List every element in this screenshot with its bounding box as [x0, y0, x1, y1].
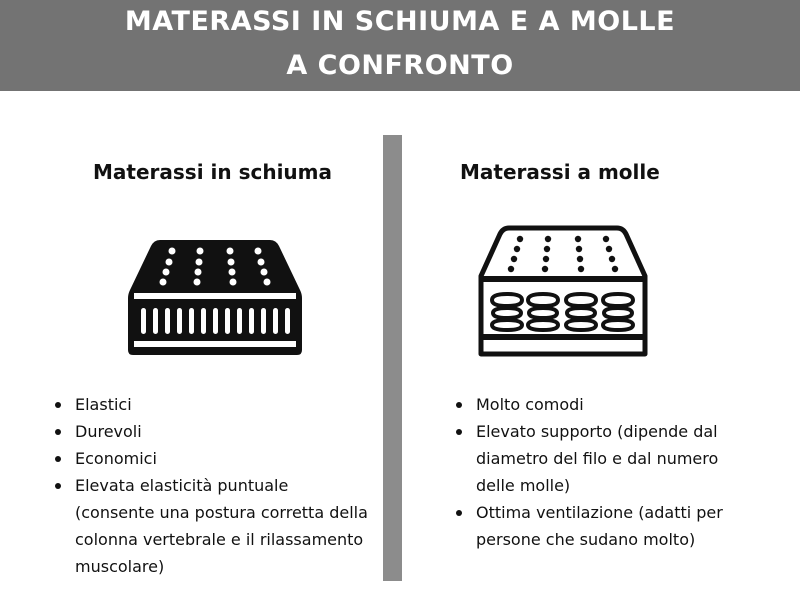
spring-column-title: Materassi a molle: [460, 160, 660, 184]
foam-mattress-icon: [124, 236, 306, 360]
header-title-line1: MATERASSI IN SCHIUMA E A MOLLE: [124, 6, 676, 37]
foam-benefits-list: [53, 391, 368, 580]
list-item: Elevata elasticità puntuale (consente una postura corretta della colonna vertebrale e il rilassamento muscolare): [53, 472, 368, 580]
foam-column-title: Materassi in schiuma: [93, 160, 332, 184]
list-item: Economici: [53, 445, 368, 472]
column-divider: [383, 135, 402, 581]
header-banner: [0, 0, 800, 91]
header-title-line2: A CONFRONTO: [286, 50, 514, 81]
spring-benefits-list: [454, 391, 759, 553]
list-item: Ottima ventilazione (adatti per persone che sudano molto): [454, 499, 759, 553]
list-item: Elevato supporto (dipende dal diametro del filo e dal numero delle molle): [454, 418, 759, 499]
list-item: Molto comodi: [454, 391, 759, 418]
list-item: Durevoli: [53, 418, 368, 445]
spring-mattress-icon: [475, 224, 651, 358]
list-item: Elastici: [53, 391, 368, 418]
